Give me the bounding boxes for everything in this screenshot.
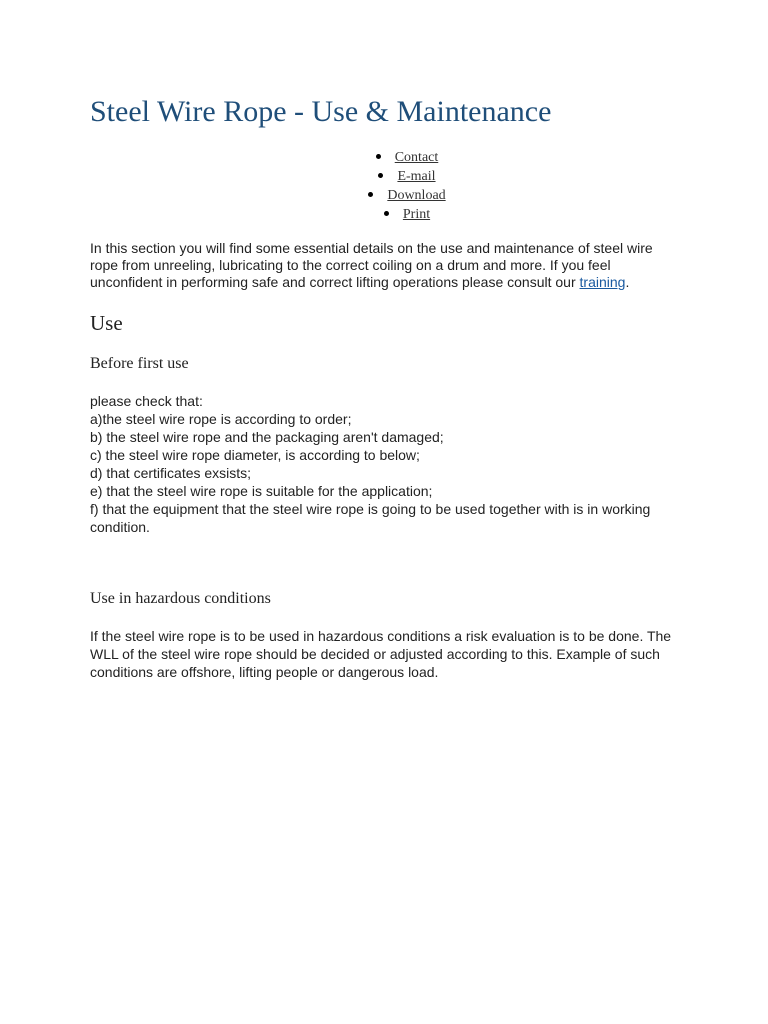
check-item-f: f) that the equipment that the steel wire rope is going to be used together with is in working condition.	[90, 501, 651, 535]
check-item-d: d) that certificates exsists;	[90, 465, 252, 481]
nav-item-download	[90, 186, 724, 205]
check-lead: please check that:	[90, 393, 203, 409]
intro-text-end: .	[625, 274, 630, 290]
nav-list	[90, 148, 724, 224]
check-item-b: b) the steel wire rope and the packaging aren't damaged;	[90, 429, 444, 445]
email-link[interactable]: E-mail	[397, 169, 436, 184]
check-item-e: e) that the steel wire rope is suitable for the application;	[90, 483, 433, 499]
bullet-icon	[378, 173, 383, 178]
use-heading: Use	[90, 311, 123, 335]
nav-item-print	[90, 205, 724, 224]
contact-link[interactable]: Contact	[394, 150, 439, 165]
page-title: Steel Wire Rope - Use & Maintenance	[90, 95, 552, 128]
check-list	[90, 392, 670, 536]
nav-item-email	[90, 167, 724, 186]
hazardous-conditions-paragraph: If the steel wire rope is to be used in hazardous conditions a risk evaluation is to be done. The WLL of the steel wire rope should be decided or adjusted according to this. Example of such conditions are offshore, lifting people or dangerous load.	[90, 628, 672, 680]
bullet-icon	[376, 154, 381, 159]
training-link[interactable]: training	[579, 274, 626, 290]
download-link[interactable]: Download	[387, 188, 446, 203]
bullet-icon	[384, 211, 389, 216]
check-item-a: a)the steel wire rope is according to order;	[90, 411, 352, 427]
before-first-use-heading: Before first use	[90, 355, 189, 372]
check-item-c: c) the steel wire rope diameter, is according to below;	[90, 447, 420, 463]
print-link[interactable]: Print	[402, 207, 431, 222]
intro-text: In this section you will find some essential details on the use and maintenance of steel wire rope from unreeling, lubricating to the correct coiling on a drum and more. If you feel unconfident in performing safe and correct lifting operations please consult our	[90, 240, 653, 290]
hazardous-conditions-heading: Use in hazardous conditions	[90, 590, 271, 607]
bullet-icon	[368, 192, 373, 197]
intro-paragraph	[90, 240, 680, 291]
nav-item-contact	[90, 148, 724, 167]
